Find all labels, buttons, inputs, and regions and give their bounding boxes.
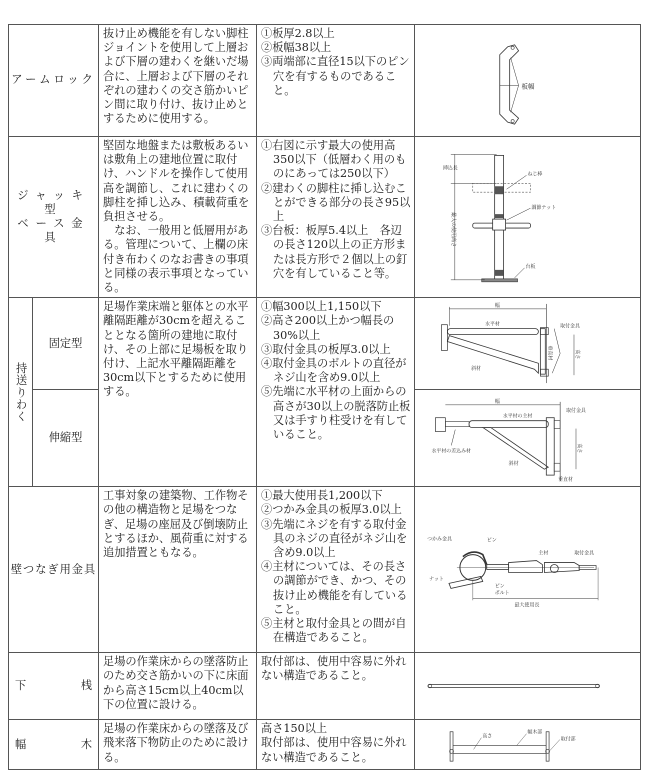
leader-line [517,734,527,746]
figure-label: 取付部 [560,736,576,743]
jack-base-figure [415,137,641,298]
figure-label: つかみ金具 [427,536,452,543]
bracket-fixed-diagram [415,298,640,389]
figure-label: 調節ナット [531,205,557,212]
requirement-item: ④主材については、その長さの調節ができ、かつ、その抜け止め機能を有していること。 [261,560,408,616]
table-row-baseboard [9,720,641,770]
part-name-text: ベース金具 [17,217,90,245]
main-member [469,421,548,428]
leader-line [507,175,527,189]
figure-label: 水平材 [484,321,500,328]
insert-member [445,422,469,427]
diagonal-member [447,336,538,374]
requirement-item: ②建わくの脚柱に挿し込むことができる部分の長さ95以上 [261,181,411,224]
table-row-jack-base [9,137,641,298]
leader-line [552,329,560,374]
part-requirements [257,487,415,653]
figure-label: ナット [429,576,444,583]
part-name-char: 幅 [15,737,27,751]
arm-lock-figure [415,25,641,137]
requirement-item: ①最大使用長1,200以下 [261,489,383,503]
pin-hole [511,46,514,49]
requirement-item: ②つかみ金具の板厚3.0以上 [261,503,402,517]
part-description: 足場の作業床からの墜落防止のため交さ筋かいの下に床面から高さ15cm以上40cm以下の位置に設ける。 [99,653,257,720]
table-row-arm-lock [9,25,641,137]
part-description [99,137,257,298]
figure-label: 取付金具 [566,408,586,415]
figure-label: 台板 [525,263,536,270]
group-name-text: 持送りわく [14,361,28,423]
part-name-spaced [9,738,98,752]
part-name-line2 [9,217,98,245]
part-name-char: 桟 [80,679,93,693]
requirement-item: 取付部は、使用中容易に外れない構造であること。 [261,655,407,683]
baseboard-diagram [415,720,640,769]
part-requirements [257,720,415,770]
base-plate [482,279,518,282]
requirement-item: 取付部は、使用中容易に外れない構造であること。 [261,736,407,764]
end-block [435,418,445,432]
figure-label: 斜材 [471,366,482,373]
leader-line [507,208,531,220]
adjust-nut [493,219,506,230]
tie-rod [487,565,509,570]
part-name [9,720,99,770]
figure-label: 高さ [575,443,582,454]
requirement-item: ⑤主材と取付金具との間が自在構造であること。 [261,617,407,645]
table-row-lower-rail [9,653,641,720]
part-requirements [257,25,415,137]
end-stop [441,325,447,351]
clamp-jaw [463,552,487,564]
vertical-member [540,329,545,374]
figure-label: 取付金具 [574,550,595,557]
wall-tie-figure [415,487,641,653]
figure-label: 垂直材 [546,345,553,361]
part-name-text: 壁つなぎ用金具 [10,562,97,576]
part-name [9,137,99,298]
figure-label: 高さ [482,733,493,740]
leader-line [451,430,455,446]
part-name [9,653,99,720]
part-description: 足場の作業床からの墜落及び飛来落下物防止のために設ける。 [99,720,257,770]
requirement-item: ⑤先端に水平材の上面からの高さが30以上の脱落防止板又は手すり柱受けを有していること。 [261,385,411,442]
part-name [9,487,99,653]
clamp [540,369,548,376]
part-description: 工事対象の建築物、工作物その他の構造物と足場をつなぎ、足場の座屈及び倒壊防止とするほか、風荷重に対する追加措置ともなる。 [99,487,257,653]
figure-label: 最大使用長 [514,602,540,609]
figure-label: 水平材の主材 [502,413,533,420]
table-row-bracket-fixed [9,298,641,390]
pin-hole [511,120,514,123]
arm-lock-diagram [415,25,640,136]
part-name-text: アームロック [11,73,96,87]
figure-label: ねじ棒 [527,171,543,178]
leader-line [511,58,519,86]
figure-label: 幅木部 [527,729,543,736]
part-name-spaced [9,679,98,693]
part-name-text: ジャッキ型 [17,188,90,216]
requirement-item: ①板厚2.8以上 [261,27,335,40]
lower-rail-figure [415,653,641,720]
swivel-joint [550,565,558,573]
main-member [509,561,543,573]
rail-bar [428,685,599,688]
description-paragraph: 堅固な地盤または敷板あるいは敷角上の建地位置に取付け、ハンドルを操作して使用高を調節し、これに建わくの脚柱を挿し込み、積載荷重を負担させる。 [103,139,250,224]
part-requirements [257,137,415,298]
figure-label: 高さ [573,349,580,360]
screw-rod [495,186,504,194]
figure-label: 板幅 [521,82,535,91]
figure-label: 幅 [494,303,500,310]
sub-part-name [33,390,99,487]
requirement-item: 高さ150以上 [261,722,328,736]
bracket-telescopic-figure [415,390,641,487]
clamp [554,421,560,429]
leader-line [550,740,560,751]
figure-label: ピン [486,537,497,544]
figure-label: 取付金具 [560,323,580,330]
part-name-line1 [9,189,98,217]
requirement-item: ①右図に示す最大の使用高350以下（低層わく用のものにあっては250以下） [261,139,407,181]
figure-label: 幅 [494,399,500,406]
sub-part-name-text: 固定型 [48,336,83,350]
requirement-item: ③台板：板厚5.4以上 各辺の長さ120以上の正方形または長方形で２個以上の釘穴を有していること等。 [261,224,408,280]
requirement-item: ②高さ200以上かつ幅長の30%以上 [261,314,395,342]
figure-label: 主材 [538,550,549,557]
group-name [9,298,33,487]
leader-line [515,268,525,278]
bracket-telescopic-diagram [415,390,640,486]
part-description: 足場作業床端と躯体との水平離隔距離が30cmを超えることとなる箇所の建地に取付け、その上部に足場板を取り付け、上記水平離隔距離を30cm以下とするために使用する。 [99,298,257,487]
clamp [554,463,560,471]
requirement-item: ②板幅38以上 [261,41,332,55]
scaffold-parts-table [8,24,641,770]
jack-base-diagram [415,137,640,297]
post [450,732,453,761]
post [546,732,549,761]
part-name [9,25,99,137]
leader-line [474,738,482,750]
sub-part-name-text: 伸縮型 [48,431,83,445]
screw-band [495,270,504,276]
figure-label: 斜材 [508,461,519,468]
part-name-char: 木 [80,737,93,751]
wall-tie-diagram [415,487,640,652]
figure-label: 水平材の差込み材 [431,448,472,455]
requirement-item: ③取付金具の板厚3.0以上 [261,342,391,356]
description-paragraph: なお、一般用と低層用がある。管理について、上欄の床付き布わくのなお書きの事項と同様の表示事項となっている。 [103,224,249,295]
figure-label: ピン [494,583,505,590]
horizontal-member [447,329,538,335]
requirement-item: ③先端にネジを有する取付金具のネジの直径がネジ山を含め9.0以上 [261,517,408,560]
part-description: 抜け止め機能を有しない脚柱ジョイントを使用して上層および下層の建わくを継いだ場合に、上層および下層のそれぞれの建わくの交さ筋かいピン間に取り付け、抜け止めとするために使用する。 [99,25,257,137]
figure-label: 最大の使用高さ [449,212,456,247]
bracket-fixed-figure [415,298,641,390]
arm-lock-plate [500,45,519,124]
requirement-item: ①幅300以上1,150以下 [261,300,382,314]
sub-part-name [33,298,99,390]
table-row-wall-tie [9,487,641,653]
lower-rail-diagram [415,653,640,719]
baseboard-figure [415,720,641,770]
part-requirements [257,298,415,487]
screw-band [495,214,504,218]
figure-label: 垂直材 [558,477,574,484]
leader-line [511,85,519,112]
requirement-item: ④取付金具のボルトの直径がネジ山を含め9.0以上 [261,357,407,385]
requirement-item: ③両端部に直径15以下のピン穴を有するものであること。 [261,55,410,97]
figure-label: 挿込長 [442,165,458,172]
part-name-char: 下 [15,679,27,693]
figure-label: ボルト [494,590,510,597]
part-requirements [257,653,415,720]
